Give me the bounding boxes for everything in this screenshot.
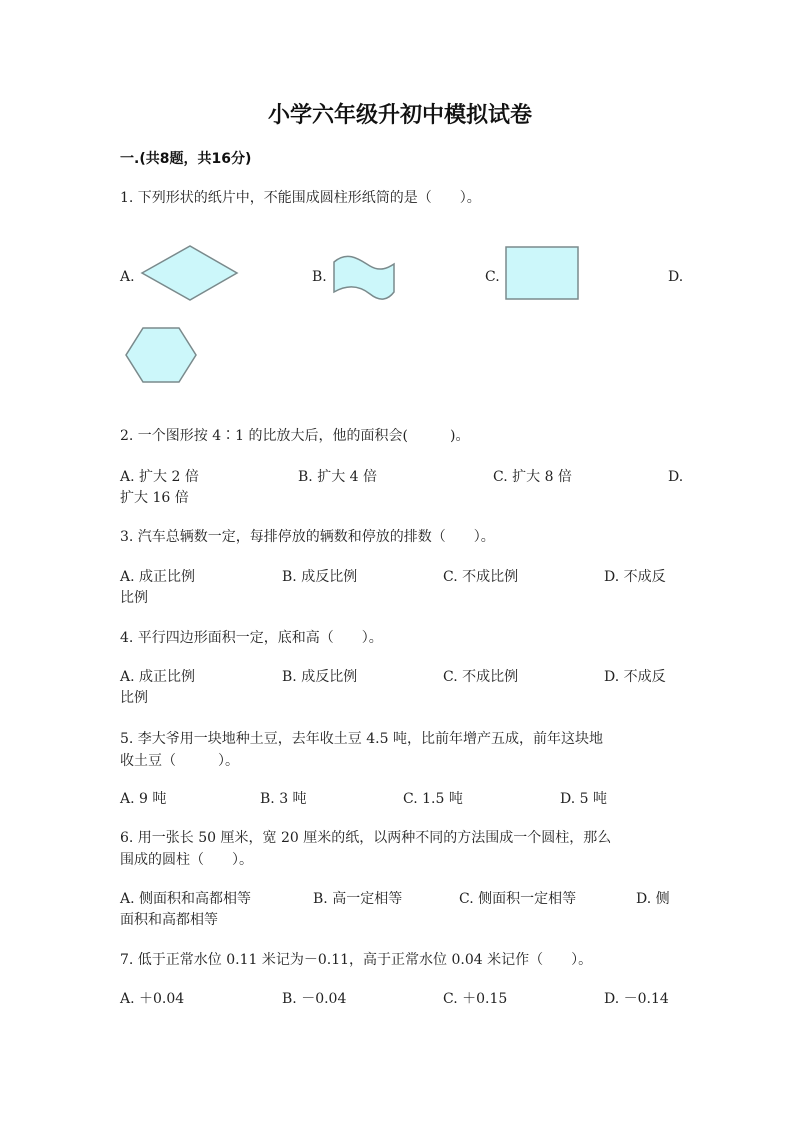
q2-option-d-cont: 扩大 16 倍 bbox=[120, 490, 189, 506]
q6-option-b[interactable]: B. 高一定相等 bbox=[313, 891, 403, 907]
question-5-stem-line-2: 收土豆（ ）。 bbox=[120, 753, 239, 769]
q2-option-c[interactable]: C. 扩大 8 倍 bbox=[493, 469, 572, 485]
q4-option-c[interactable]: C. 不成比例 bbox=[443, 669, 519, 685]
q3-option-b[interactable]: B. 成反比例 bbox=[282, 569, 358, 585]
q3-option-c[interactable]: C. 不成比例 bbox=[443, 569, 519, 585]
q6-option-c[interactable]: C. 侧面积一定相等 bbox=[459, 891, 577, 907]
question-5-stem-line-1: 5. 李大爷用一块地种土豆，去年收土豆 4.5 吨，比前年增产五成，前年这块地 bbox=[120, 731, 603, 747]
q4-option-d-cont: 比例 bbox=[120, 690, 148, 706]
q3-option-a[interactable]: A. 成正比例 bbox=[120, 569, 196, 585]
question-6-stem-line-2: 围成的圆柱（ ）。 bbox=[120, 852, 253, 868]
question-1-stem: 1. 下列形状的纸片中，不能围成圆柱形纸筒的是（ ）。 bbox=[120, 190, 481, 206]
q6-option-d-cont: 面积和高都相等 bbox=[120, 912, 218, 928]
q7-option-b[interactable]: B. －0.04 bbox=[282, 991, 347, 1007]
question-2-stem: 2. 一个图形按 4∶1 的比放大后，他的面积会( )。 bbox=[120, 428, 470, 444]
q4-option-d[interactable]: D. 不成反 bbox=[604, 669, 666, 685]
q7-option-a[interactable]: A. ＋0.04 bbox=[120, 991, 185, 1007]
hexagon-icon bbox=[124, 326, 200, 386]
rhombus-icon bbox=[140, 245, 240, 303]
q5-option-b[interactable]: B. 3 吨 bbox=[260, 791, 307, 807]
q3-option-d[interactable]: D. 不成反 bbox=[604, 569, 666, 585]
q6-option-d[interactable]: D. 侧 bbox=[636, 891, 670, 907]
question-3-stem: 3. 汽车总辆数一定，每排停放的辆数和停放的排数（ ）。 bbox=[120, 529, 495, 545]
q7-option-c[interactable]: C. ＋0.15 bbox=[443, 991, 508, 1007]
question-6-stem-line-1: 6. 用一张长 50 厘米，宽 20 厘米的纸，以两种不同的方法围成一个圆柱，那么 bbox=[120, 830, 612, 846]
wave-flag-icon bbox=[330, 254, 398, 306]
q1-option-c-label[interactable]: C. bbox=[485, 269, 500, 285]
q2-option-d[interactable]: D. bbox=[668, 469, 684, 485]
q1-option-b-label[interactable]: B. bbox=[312, 269, 327, 285]
q5-option-c[interactable]: C. 1.5 吨 bbox=[403, 791, 463, 807]
q7-option-d[interactable]: D. －0.14 bbox=[604, 991, 669, 1007]
q5-option-a[interactable]: A. 9 吨 bbox=[120, 791, 167, 807]
q5-option-d[interactable]: D. 5 吨 bbox=[560, 791, 607, 807]
q3-option-d-cont: 比例 bbox=[120, 590, 148, 606]
question-4-stem: 4. 平行四边形面积一定，底和高（ ）。 bbox=[120, 630, 383, 646]
q2-option-a[interactable]: A. 扩大 2 倍 bbox=[120, 469, 199, 485]
q4-option-b[interactable]: B. 成反比例 bbox=[282, 669, 358, 685]
q6-option-a[interactable]: A. 侧面积和高都相等 bbox=[120, 891, 252, 907]
rectangle-icon bbox=[505, 246, 581, 302]
question-7-stem: 7. 低于正常水位 0.11 米记为－0.11，高于正常水位 0.04 米记作（ ）。 bbox=[120, 952, 593, 968]
q1-option-a-label[interactable]: A. bbox=[120, 269, 135, 285]
page-title: 小学六年级升初中模拟试卷 bbox=[267, 103, 532, 128]
q1-option-d-label[interactable]: D. bbox=[668, 269, 684, 285]
q4-option-a[interactable]: A. 成正比例 bbox=[120, 669, 196, 685]
q2-option-b[interactable]: B. 扩大 4 倍 bbox=[298, 469, 377, 485]
section-heading: 一.(共8题，共16分) bbox=[120, 151, 252, 167]
